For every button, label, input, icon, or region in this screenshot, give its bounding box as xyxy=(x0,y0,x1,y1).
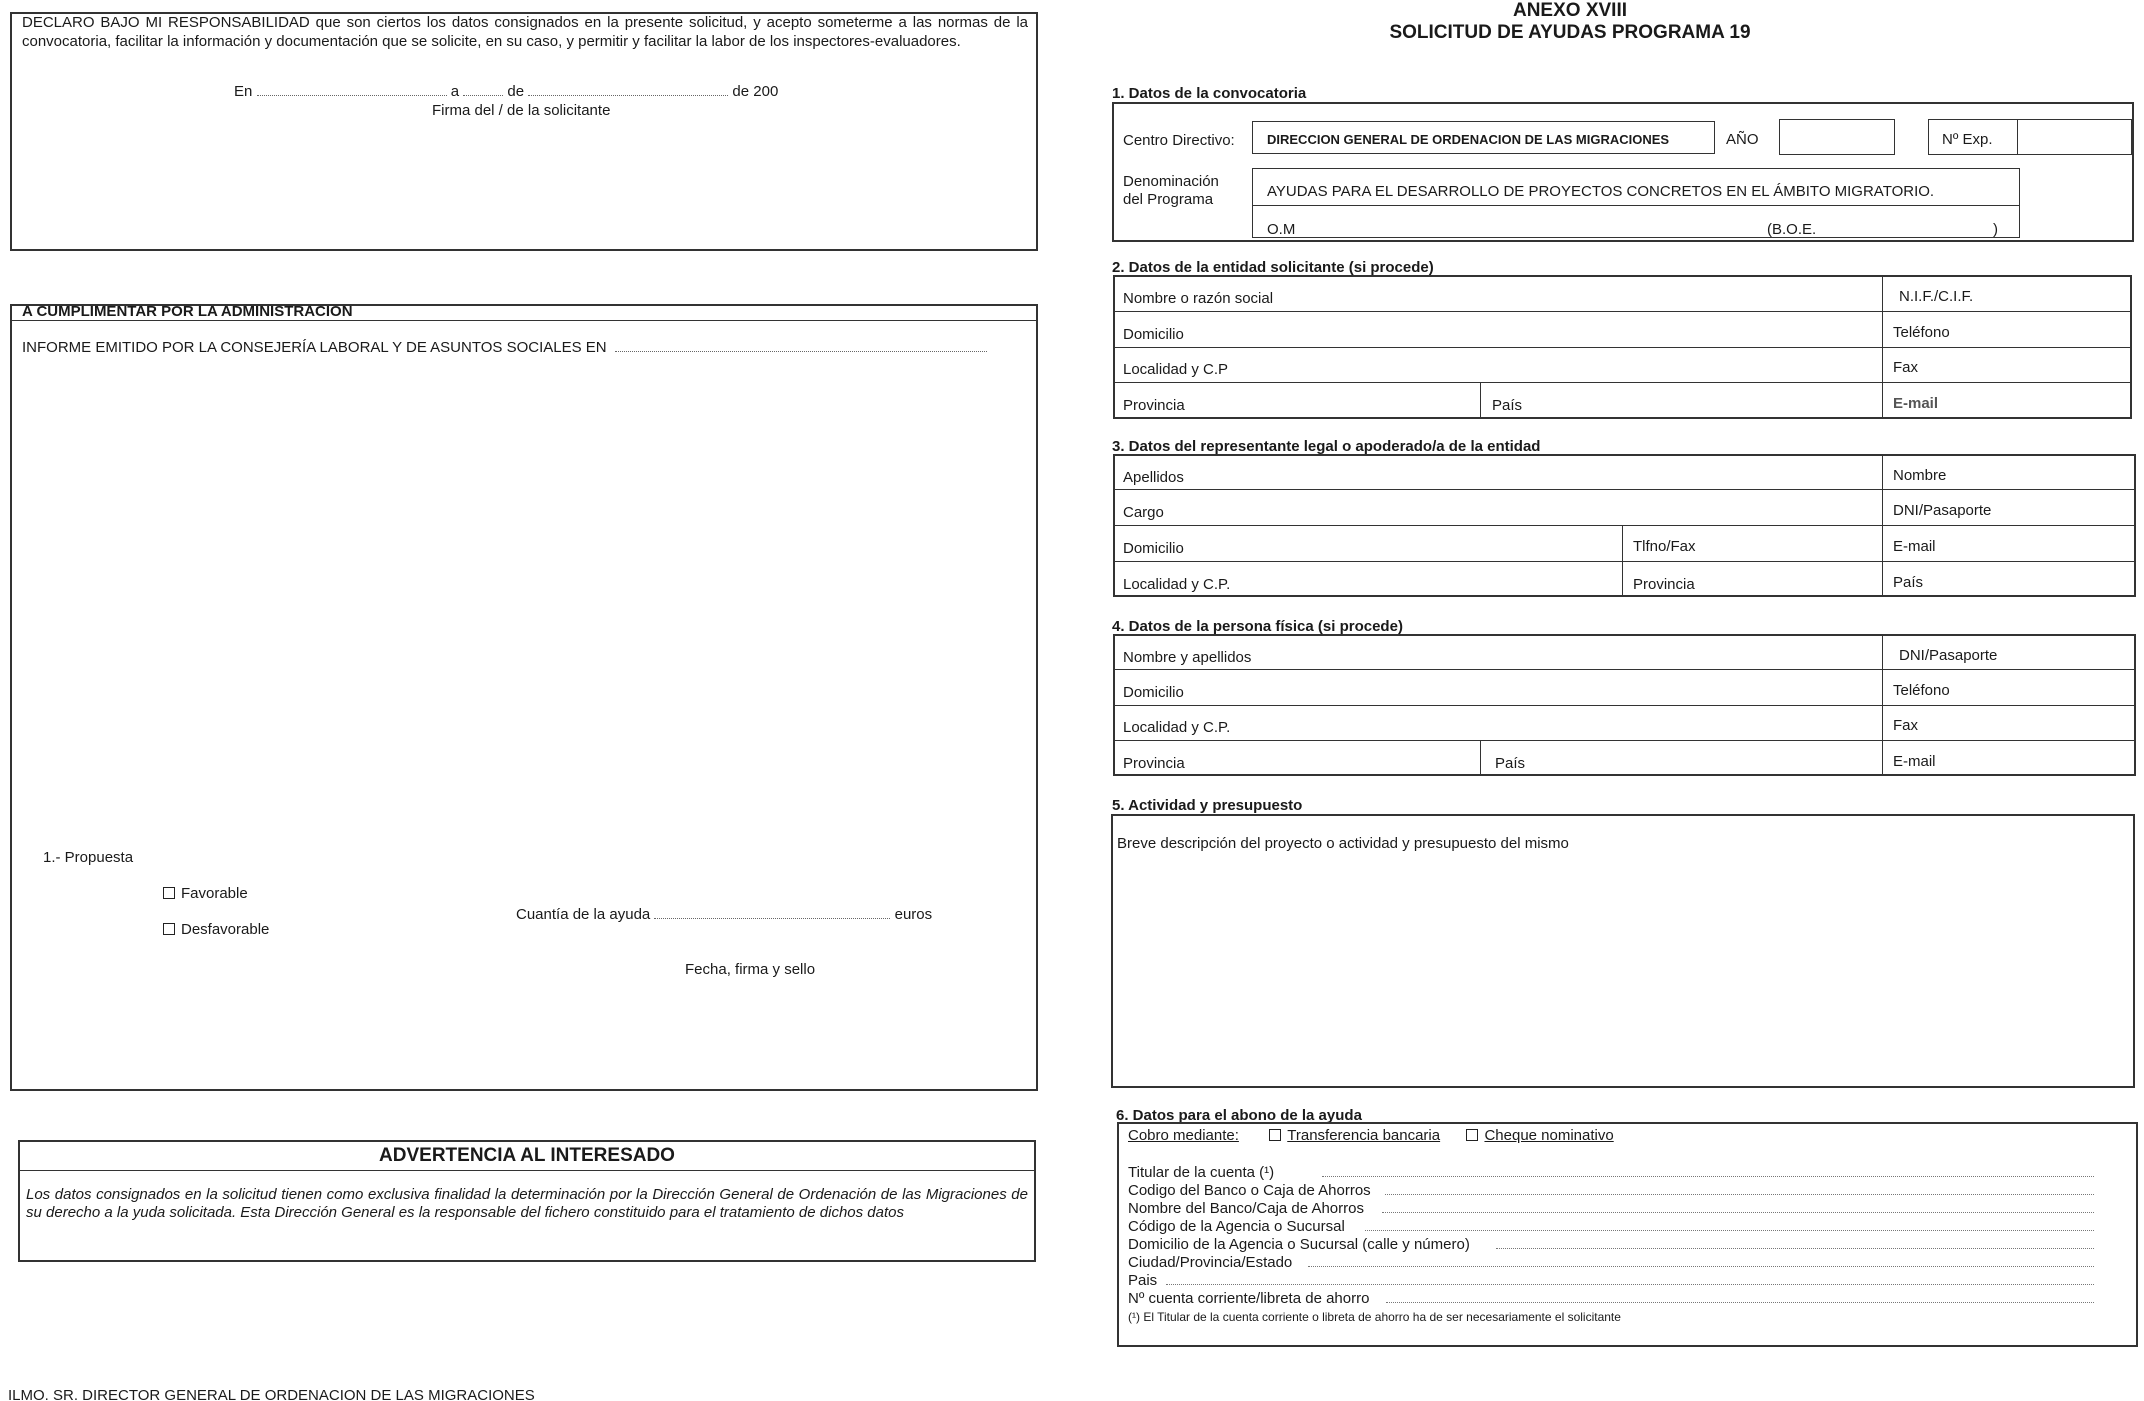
s4-col-line xyxy=(1882,635,1883,775)
s2-title: 2. Datos de la entidad solicitante (si procede) xyxy=(1112,259,1434,276)
cuantia-line: Cuantía de la ayuda euros xyxy=(516,906,933,923)
boe-close: ) xyxy=(1993,221,1998,238)
s4-domicilio: Domicilio xyxy=(1123,684,1184,701)
pais-field[interactable] xyxy=(1166,1284,2094,1285)
codigo-banco-field[interactable] xyxy=(1385,1194,2094,1195)
s2-col-line xyxy=(1882,276,1883,418)
boe-open: (B.O.E. xyxy=(1767,221,1817,238)
addressee: ILMO. SR. DIRECTOR GENERAL DE ORDENACION DE LAS MIGRACIONES xyxy=(8,1387,535,1401)
cuenta-field[interactable] xyxy=(1386,1302,2094,1303)
signature-label: Firma del / de la solicitante xyxy=(432,102,611,119)
denominacion-label-1: Denominación xyxy=(1123,173,1219,190)
centro-value: DIRECCION GENERAL DE ORDENACION DE LAS MIGRACIONES xyxy=(1267,132,1670,147)
s3-tlfno: Tlfno/Fax xyxy=(1633,538,1696,555)
nexp-divider xyxy=(2017,120,2018,154)
s2-pais: País xyxy=(1492,397,1523,414)
favorable-option[interactable]: Favorable xyxy=(163,885,248,902)
admin-box xyxy=(10,304,1038,1091)
cobro-line: Cobro mediante: Transferencia bancaria Cheque nominativo xyxy=(1128,1127,1614,1144)
form-title: SOLICITUD DE AYUDAS PROGRAMA 19 xyxy=(1389,22,1751,43)
s4-col-line xyxy=(1480,741,1481,775)
pais-label: Pais xyxy=(1128,1272,1158,1289)
programa-divider xyxy=(1253,205,2019,206)
s2-row-line xyxy=(1114,311,2131,312)
s3-email: E-mail xyxy=(1893,538,1936,555)
om-label: O.M xyxy=(1267,221,1296,238)
s2-nif: N.I.F./C.I.F. xyxy=(1899,288,1974,305)
titular-field[interactable] xyxy=(1322,1176,2094,1177)
programa-value: AYUDAS PARA EL DESARROLLO DE PROYECTOS CONCRETOS EN EL ÁMBITO MIGRATORIO. xyxy=(1267,183,1935,200)
s1-title: 1. Datos de la convocatoria xyxy=(1112,85,1307,102)
ciudad-label: Ciudad/Provincia/Estado xyxy=(1128,1254,1293,1271)
nombre-banco-field[interactable] xyxy=(1382,1212,2094,1213)
date-line: En a de de 200 xyxy=(234,83,779,100)
cheque-checkbox[interactable] xyxy=(1466,1129,1478,1141)
s3-row-line xyxy=(1114,525,2135,526)
s3-localidad: Localidad y C.P. xyxy=(1123,576,1231,593)
s2-email: E-mail xyxy=(1893,395,1939,412)
s4-fax: Fax xyxy=(1893,717,1919,734)
s3-dni: DNI/Pasaporte xyxy=(1893,502,1992,519)
cuantia-field[interactable] xyxy=(654,907,890,919)
centro-label: Centro Directivo: xyxy=(1123,132,1235,149)
s2-localidad: Localidad y C.P xyxy=(1123,361,1229,378)
s4-dni: DNI/Pasaporte xyxy=(1899,647,1998,664)
s5-title: 5. Actividad y presupuesto xyxy=(1112,797,1303,814)
annex-title: ANEXO XVIII xyxy=(1512,0,1628,21)
s3-col-line xyxy=(1622,526,1623,596)
s4-provincia: Provincia xyxy=(1123,755,1185,772)
s3-row-line xyxy=(1114,561,2135,562)
cuenta-label: Nº cuenta corriente/libreta de ahorro xyxy=(1128,1290,1370,1307)
month-field[interactable] xyxy=(528,84,728,96)
s5-desc: Breve descripción del proyecto o actividad y presupuesto del mismo xyxy=(1117,835,1569,852)
s4-localidad: Localidad y C.P. xyxy=(1123,719,1231,736)
s2-telefono: Teléfono xyxy=(1893,324,1950,341)
admin-title-underline xyxy=(12,320,1036,321)
nexp-label: Nº Exp. xyxy=(1942,131,1993,148)
s2-nombre: Nombre o razón social xyxy=(1123,290,1274,307)
s4-telefono: Teléfono xyxy=(1893,682,1950,699)
s3-nombre: Nombre xyxy=(1893,467,1947,484)
favorable-checkbox[interactable] xyxy=(163,887,175,899)
s3-pais: País xyxy=(1893,574,1924,591)
s4-title: 4. Datos de la persona física (si procede) xyxy=(1112,618,1403,635)
s3-row-line xyxy=(1114,489,2135,490)
desfavorable-checkbox[interactable] xyxy=(163,923,175,935)
anio-field[interactable] xyxy=(1779,119,1895,155)
day-field[interactable] xyxy=(463,84,503,96)
transferencia-checkbox[interactable] xyxy=(1269,1129,1281,1141)
s4-email: E-mail xyxy=(1893,753,1936,770)
anio-label: AÑO xyxy=(1726,131,1759,148)
advertencia-text: Los datos consignados en la solicitud tienen como exclusiva finalidad la determinación por la Dirección General de Ordenación de las Migraciones de su derecho a la yuda solicitada. Esta Dirección General es la responsable del fichero constituido para el tratamiento de dichos datos xyxy=(26,1186,1028,1221)
nombre-banco-label: Nombre del Banco/Caja de Ahorros xyxy=(1128,1200,1364,1217)
titular-nota: (¹) El Titular de la cuenta corriente o libreta de ahorro ha de ser necesariamente el solicitante xyxy=(1128,1310,1621,1324)
s3-col-line xyxy=(1882,455,1883,596)
s3-domicilio: Domicilio xyxy=(1123,540,1184,557)
advertencia-underline xyxy=(20,1170,1034,1171)
place-field[interactable] xyxy=(257,84,447,96)
admin-title: A CUMPLIMENTAR POR LA ADMINISTRACION xyxy=(22,303,353,320)
s2-row-line xyxy=(1114,347,2131,348)
ciudad-field[interactable] xyxy=(1308,1266,2094,1267)
informe-label: INFORME EMITIDO POR LA CONSEJERÍA LABORAL Y DE ASUNTOS SOCIALES EN xyxy=(22,339,987,356)
s4-pais: País xyxy=(1495,755,1526,772)
denominacion-label-2: del Programa xyxy=(1123,191,1214,208)
propuesta-label: 1.- Propuesta xyxy=(43,849,134,866)
s4-row-line xyxy=(1114,740,2135,741)
programa-cell xyxy=(1252,168,2020,238)
codigo-agencia-field[interactable] xyxy=(1365,1230,2094,1231)
codigo-banco-label: Codigo del Banco o Caja de Ahorros xyxy=(1128,1182,1371,1199)
desfavorable-option[interactable]: Desfavorable xyxy=(163,921,269,938)
s3-cargo: Cargo xyxy=(1123,504,1164,521)
s4-row-line xyxy=(1114,669,2135,670)
s2-domicilio: Domicilio xyxy=(1123,326,1184,343)
s5-box[interactable] xyxy=(1111,814,2135,1088)
advertencia-title: ADVERTENCIA AL INTERESADO xyxy=(379,1145,675,1166)
s2-col-line xyxy=(1480,383,1481,418)
s3-apellidos: Apellidos xyxy=(1123,469,1184,486)
s2-provincia: Provincia xyxy=(1123,397,1185,414)
domicilio-agencia-label: Domicilio de la Agencia o Sucursal (calle y número) xyxy=(1128,1236,1470,1253)
fecha-firma-sello: Fecha, firma y sello xyxy=(685,961,816,978)
domicilio-agencia-field[interactable] xyxy=(1496,1248,2094,1249)
s2-row-line xyxy=(1114,382,2131,383)
s4-row-line xyxy=(1114,705,2135,706)
s6-title: 6. Datos para el abono de la ayuda xyxy=(1116,1107,1362,1124)
s3-title: 3. Datos del representante legal o apoderado/a de la entidad xyxy=(1112,438,1541,455)
s4-nombre: Nombre y apellidos xyxy=(1123,649,1252,666)
s2-fax: Fax xyxy=(1893,359,1919,376)
s3-provincia: Provincia xyxy=(1633,576,1695,593)
codigo-agencia-label: Código de la Agencia o Sucursal xyxy=(1128,1218,1345,1235)
informe-field[interactable] xyxy=(615,340,987,352)
titular-label: Titular de la cuenta (¹) xyxy=(1128,1164,1275,1181)
declaration-text: DECLARO BAJO MI RESPONSABILIDAD que son ciertos los datos consignados en la presente solicitud, y acepto someterme a las normas de la convocatoria, facilitar la información y documentación que se solicite, en su caso, y permitir y facilitar la labor de los inspectores-evaluadores. xyxy=(22,14,1028,50)
